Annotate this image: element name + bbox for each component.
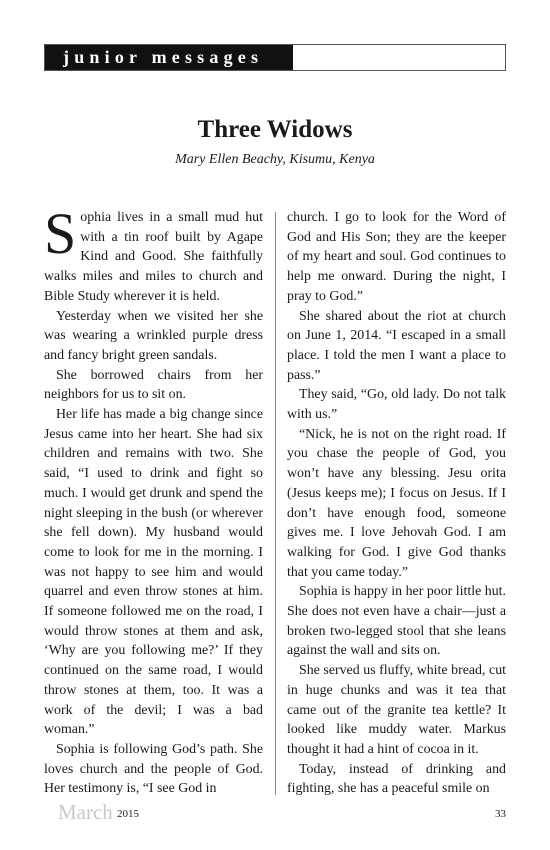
paragraph-text: ophia lives in a small mud hut with a tin roof built by Agape Kind and Good. She faithfully walks miles and miles to church and Bible Study wherever it is held. xyxy=(44,210,263,304)
paragraph: Her life has made a big change since Jesus came into her heart. She had six children and remains with two. She said, “I used to drink and fight so much. I would get drunk and spend the night sleeping in the bush (or wherever she fell down). My husband would come to look for me in the morning. I was not happy to see him and would quarrel and even throw stones at him. If someone followed me on the road, I would throw stones at them and ask, ‘Why are you following me?’ If they continued on the same road, I would throw stones at them, too. It was a work of the devil; I was a bad woman.” xyxy=(44,407,263,738)
paragraph: Sophia is happy in her poor little hut. She does not even have a chair—just a broken two-legged stool that she leans against the wall and sits on. xyxy=(287,584,506,659)
paragraph: “Nick, he is not on the right road. If you chase the people of God, you won’t have any blessing. Jesu orita (Jesus keeps me); I focus on Jesus. If I don’t have enough food, someone gives me. I love Jehovah God. I am walking for God. I give God thanks that you came today.” xyxy=(287,426,506,580)
section-label: junior messages xyxy=(45,45,293,70)
footer-year: 2015 xyxy=(117,808,139,820)
page-number: 33 xyxy=(495,808,506,820)
paragraph: church. I go to look for the Word of God and His Son; they are the keeper of my heart and soul. God continues to help me onward. During the night, I pray to God.” xyxy=(287,210,506,304)
paragraph: She borrowed chairs from her neighbors for us to sit on. xyxy=(44,367,263,403)
left-column xyxy=(44,201,263,799)
column-divider xyxy=(275,212,276,795)
footer-month: March xyxy=(58,800,113,824)
paragraph xyxy=(44,201,263,307)
right-column xyxy=(287,208,506,799)
paragraph: They said, “Go, old lady. Do not talk with us.” xyxy=(287,387,506,423)
article-title: Three Widows xyxy=(197,116,353,143)
drop-cap: S xyxy=(44,201,77,266)
paragraph: She served us fluffy, white bread, cut in huge chunks and was it tea that came out of the granite tea kettle? It looked like muddy water. Markus thought it had a hint of cocoa in it. xyxy=(287,663,506,757)
article-byline: Mary Ellen Beachy, Kisumu, Kenya xyxy=(175,152,375,167)
paragraph: Today, instead of drinking and fighting, she has a peaceful smile on xyxy=(287,761,506,797)
paragraph: Yesterday when we visited her she was wearing a wrinkled purple dress and fancy bright green sandals. xyxy=(44,308,263,363)
paragraph: Sophia is following God’s path. She loves church and the people of God. Her testimony is, “I see God in xyxy=(44,741,263,797)
section-header xyxy=(44,44,506,71)
paragraph: She shared about the riot at church on June 1, 2014. “I escaped in a small place. I told the men I want a place to pass.” xyxy=(287,308,506,383)
